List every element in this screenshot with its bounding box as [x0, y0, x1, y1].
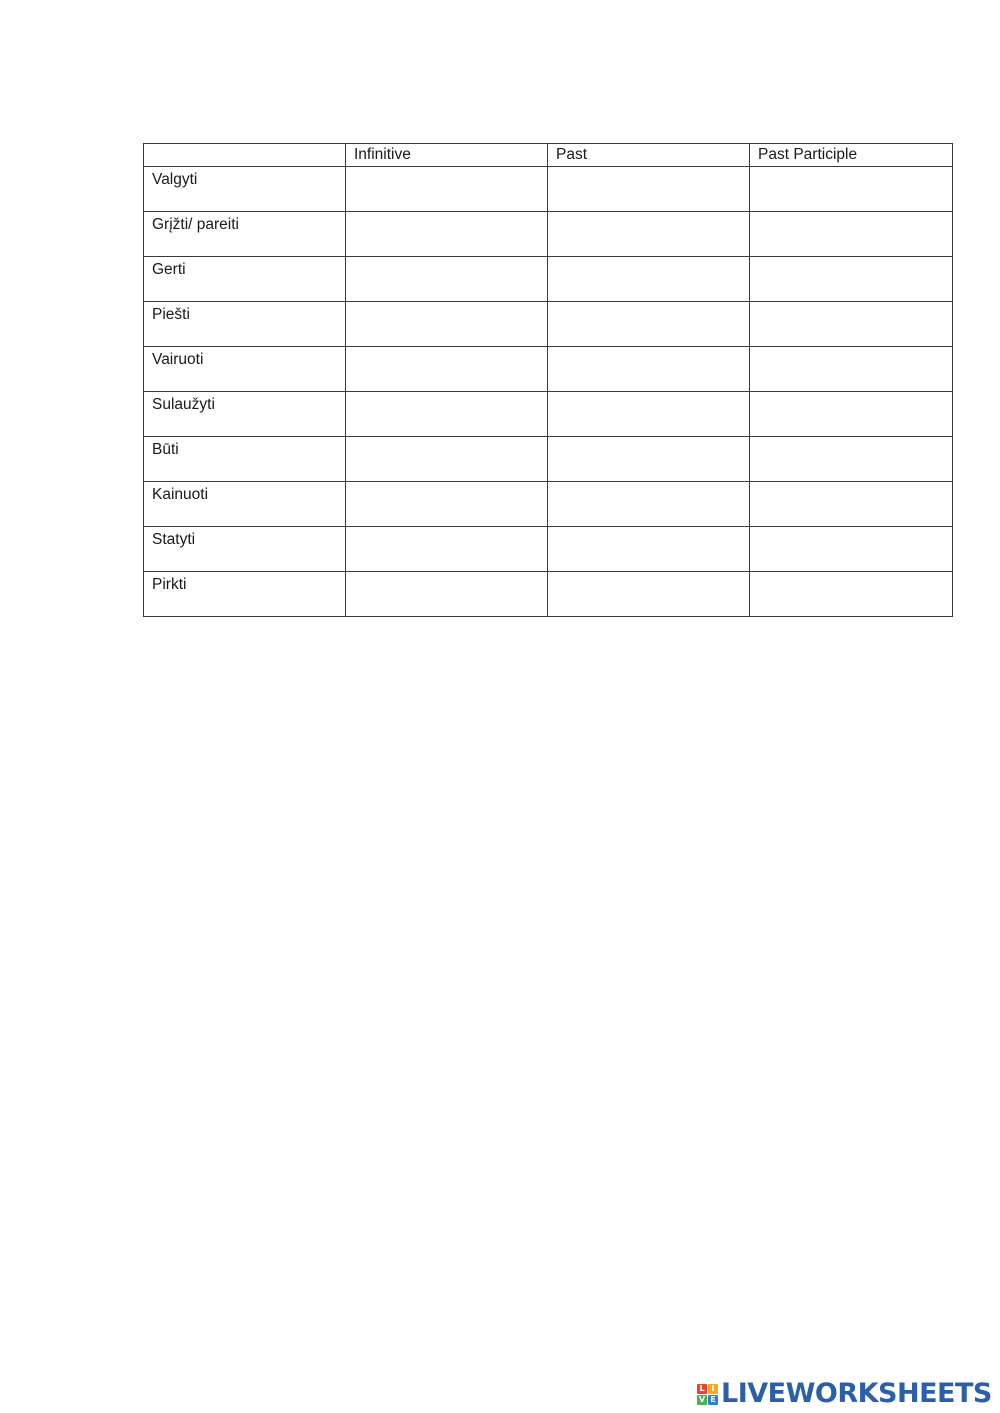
verb-label-cell: Pirkti [144, 572, 346, 617]
answer-cell[interactable] [346, 212, 548, 257]
table-row [144, 437, 953, 482]
answer-cell[interactable] [346, 167, 548, 212]
verb-label-cell: Piešti [144, 302, 346, 347]
logo-letter: V [698, 1394, 706, 1404]
table-row [144, 572, 953, 617]
verb-label-cell: Statyti [144, 527, 346, 572]
answer-cell[interactable] [750, 437, 953, 482]
answer-cell[interactable] [346, 527, 548, 572]
verb-label-cell: Gerti [144, 257, 346, 302]
answer-cell[interactable] [750, 212, 953, 257]
answer-cell[interactable] [346, 482, 548, 527]
answer-cell[interactable] [548, 482, 750, 527]
table-row [144, 257, 953, 302]
brand-name: LIVEWORKSHEETS [721, 1378, 992, 1409]
header-cell-blank [144, 144, 346, 167]
answer-cell[interactable] [750, 302, 953, 347]
header-cell-past-participle: Past Participle [750, 144, 953, 167]
table-row [144, 482, 953, 527]
liveworksheets-logo [697, 1378, 992, 1410]
verb-label-cell: Grįžti/ pareiti [144, 212, 346, 257]
answer-cell[interactable] [750, 527, 953, 572]
verb-label-cell: Valgyti [144, 167, 346, 212]
answer-cell[interactable] [346, 257, 548, 302]
answer-cell[interactable] [548, 392, 750, 437]
answer-cell[interactable] [750, 257, 953, 302]
answer-cell[interactable] [750, 392, 953, 437]
logo-letter: L [697, 1384, 707, 1394]
table-row [144, 527, 953, 572]
header-cell-past: Past [548, 144, 750, 167]
verb-label-cell: Kainuoti [144, 482, 346, 527]
answer-cell[interactable] [346, 437, 548, 482]
table-row [144, 392, 953, 437]
answer-cell[interactable] [750, 167, 953, 212]
table-row [144, 167, 953, 212]
answer-cell[interactable] [548, 257, 750, 302]
answer-cell[interactable] [548, 302, 750, 347]
answer-cell[interactable] [346, 302, 548, 347]
logo-letter: I [708, 1384, 718, 1394]
verb-forms-table [143, 143, 953, 617]
answer-cell[interactable] [346, 572, 548, 617]
verb-label-cell: Vairuoti [144, 347, 346, 392]
table-header-row [144, 144, 953, 167]
verb-label-cell: Sulaužyti [144, 392, 346, 437]
answer-cell[interactable] [548, 212, 750, 257]
header-cell-infinitive: Infinitive [346, 144, 548, 167]
answer-cell[interactable] [548, 527, 750, 572]
logo-letter: E [708, 1395, 718, 1405]
answer-cell[interactable] [750, 482, 953, 527]
table-row [144, 212, 953, 257]
answer-cell[interactable] [346, 392, 548, 437]
answer-cell[interactable] [346, 347, 548, 392]
answer-cell[interactable] [750, 572, 953, 617]
answer-cell[interactable] [548, 347, 750, 392]
table-row [144, 347, 953, 392]
answer-cell[interactable] [750, 347, 953, 392]
answer-cell[interactable] [548, 437, 750, 482]
table-row [144, 302, 953, 347]
answer-cell[interactable] [548, 572, 750, 617]
liveworksheets-logo-icon [697, 1384, 718, 1405]
verb-label-cell: Būti [144, 437, 346, 482]
answer-cell[interactable] [548, 167, 750, 212]
